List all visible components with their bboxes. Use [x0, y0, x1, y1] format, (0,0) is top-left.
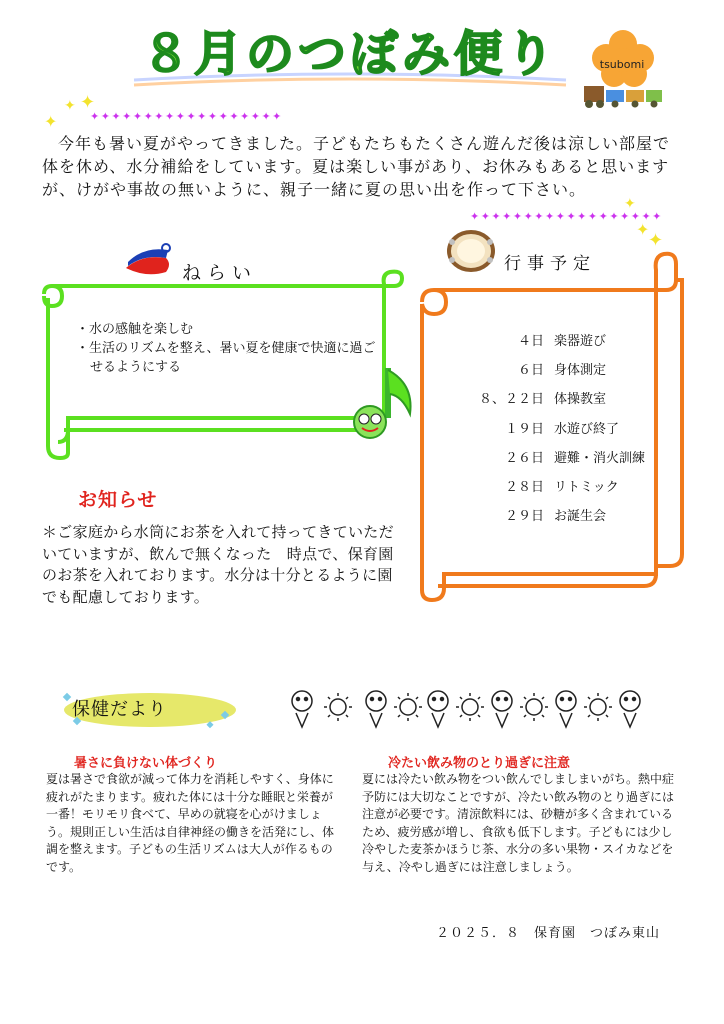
health-title: 保健だより — [72, 699, 167, 720]
train-icon — [584, 86, 662, 108]
logo-text: tsubomi — [599, 58, 645, 71]
event-item — [470, 330, 660, 359]
health-left-body: 夏は暑さで食欲が減って体力を消耗しやすく、身体に疲れがたまります。疲れた体には十分な睡眠と栄養が一番！モリモリ食べて、早めの就寝を心がけましょう。規則正しい生活は自律神経の働きを活発にし、体調を整えます。子どもの生活リズムは大人が作るものです。 — [46, 772, 335, 874]
tsubomi-logo — [578, 28, 668, 113]
aim-item: ・生活のリズムを整え、暑い夏を健康で快適に過ごせるようにする — [76, 341, 376, 375]
event-name: お誕生会 — [554, 509, 607, 525]
event-heading: 行事予定 — [504, 254, 596, 274]
event-item — [470, 476, 660, 505]
event-date: １９日 — [504, 421, 544, 437]
aim-list — [76, 320, 386, 377]
sparkle-icon: ✦ — [44, 112, 58, 131]
monkey-icon — [556, 691, 576, 727]
event-name: 避難・消火訓練 — [554, 450, 646, 466]
event-item — [470, 359, 660, 388]
event-name: 体操教室 — [554, 392, 607, 408]
event-item — [470, 505, 660, 534]
event-date: ２９日 — [504, 509, 544, 525]
sun-icon — [584, 693, 612, 721]
hat-icon — [122, 240, 178, 284]
mascot-row — [288, 683, 648, 733]
sun-icon — [520, 693, 548, 721]
event-date: ２６日 — [504, 450, 544, 466]
event-name: 水遊び終了 — [554, 421, 620, 437]
page-title-text: ８月のつぼみ便り — [141, 26, 559, 82]
sun-icon — [324, 693, 352, 721]
sparkle-icon: ✦ — [64, 98, 76, 114]
sparkle-icon: ✦ — [636, 220, 650, 239]
event-date: ４日 — [517, 334, 544, 349]
event-date: ８、２２日 — [478, 392, 544, 408]
health-right-body: 夏には冷たい飲み物をつい飲んでしましまいがち。熱中症予防には大切なことですが、冷たい飲み物のとり過ぎには注意が必要です。清涼飲料には、砂糖が多く含まれているため、疲労感が増し、食欲も低下します。子どもには少し冷やした麦茶かほうじ茶、水分の多い果物・スイカなどを与え、冷やし過ぎには注意しましょう。 — [362, 772, 675, 874]
aim-heading: ねらい — [182, 262, 258, 284]
notice-heading: お知らせ — [78, 489, 158, 511]
star-row-top: ✦✦✦✦✦✦✦✦✦✦✦✦✦✦✦✦✦✦ — [90, 110, 283, 123]
event-item — [470, 388, 660, 417]
sun-icon — [456, 693, 484, 721]
health-left-heading: 暑さに負けない体づくり — [74, 756, 218, 771]
monkey-icon — [292, 691, 312, 727]
event-date: ６日 — [517, 363, 544, 379]
page-title — [130, 22, 570, 92]
monkey-icon — [620, 691, 640, 727]
music-note-icon — [344, 364, 416, 446]
notice-body: ＊ご家庭から水筒にお茶を入れて持ってきていただいていますが、飲んで無くなった 時点で、保育園のお茶を入れております。水分は十分とるように園でも配慮しております。 — [42, 523, 394, 606]
sparkle-icon: ✦ — [80, 92, 96, 113]
tambourine-icon — [446, 228, 496, 278]
monkey-icon — [492, 691, 512, 727]
event-name: 身体測定 — [554, 363, 607, 379]
sparkle-icon: ✦ — [624, 196, 636, 212]
aim-item: ・水の感触を楽しむ — [76, 322, 194, 337]
event-list — [470, 330, 660, 534]
event-item — [470, 418, 660, 447]
event-name: 楽器遊び — [554, 334, 607, 349]
monkey-icon — [366, 691, 386, 727]
sun-icon — [394, 693, 422, 721]
health-right-heading: 冷たい飲み物のとり過ぎに注意 — [388, 756, 571, 771]
event-name: リトミック — [554, 479, 619, 495]
sparkle-icon: ✦ — [648, 230, 664, 251]
event-date: ２８日 — [504, 479, 544, 495]
footer-text: ２０２５．８ 保育園 つぼみ東山 — [436, 926, 661, 941]
star-row-right: ✦✦✦✦✦✦✦✦✦✦✦✦✦✦✦✦✦✦ — [470, 210, 663, 223]
event-item — [470, 447, 660, 476]
monkey-icon — [428, 691, 448, 727]
greeting-text: 今年も暑い夏がやってきました。子どもたちもたくさん遊んだ後は涼しい部屋で体を休め、水分補給をしています。夏は楽しい事があり、お休みもあると思いますが、けがや事故の無いように、親子一緒に夏の思い出を作って下さい。 — [42, 134, 671, 199]
